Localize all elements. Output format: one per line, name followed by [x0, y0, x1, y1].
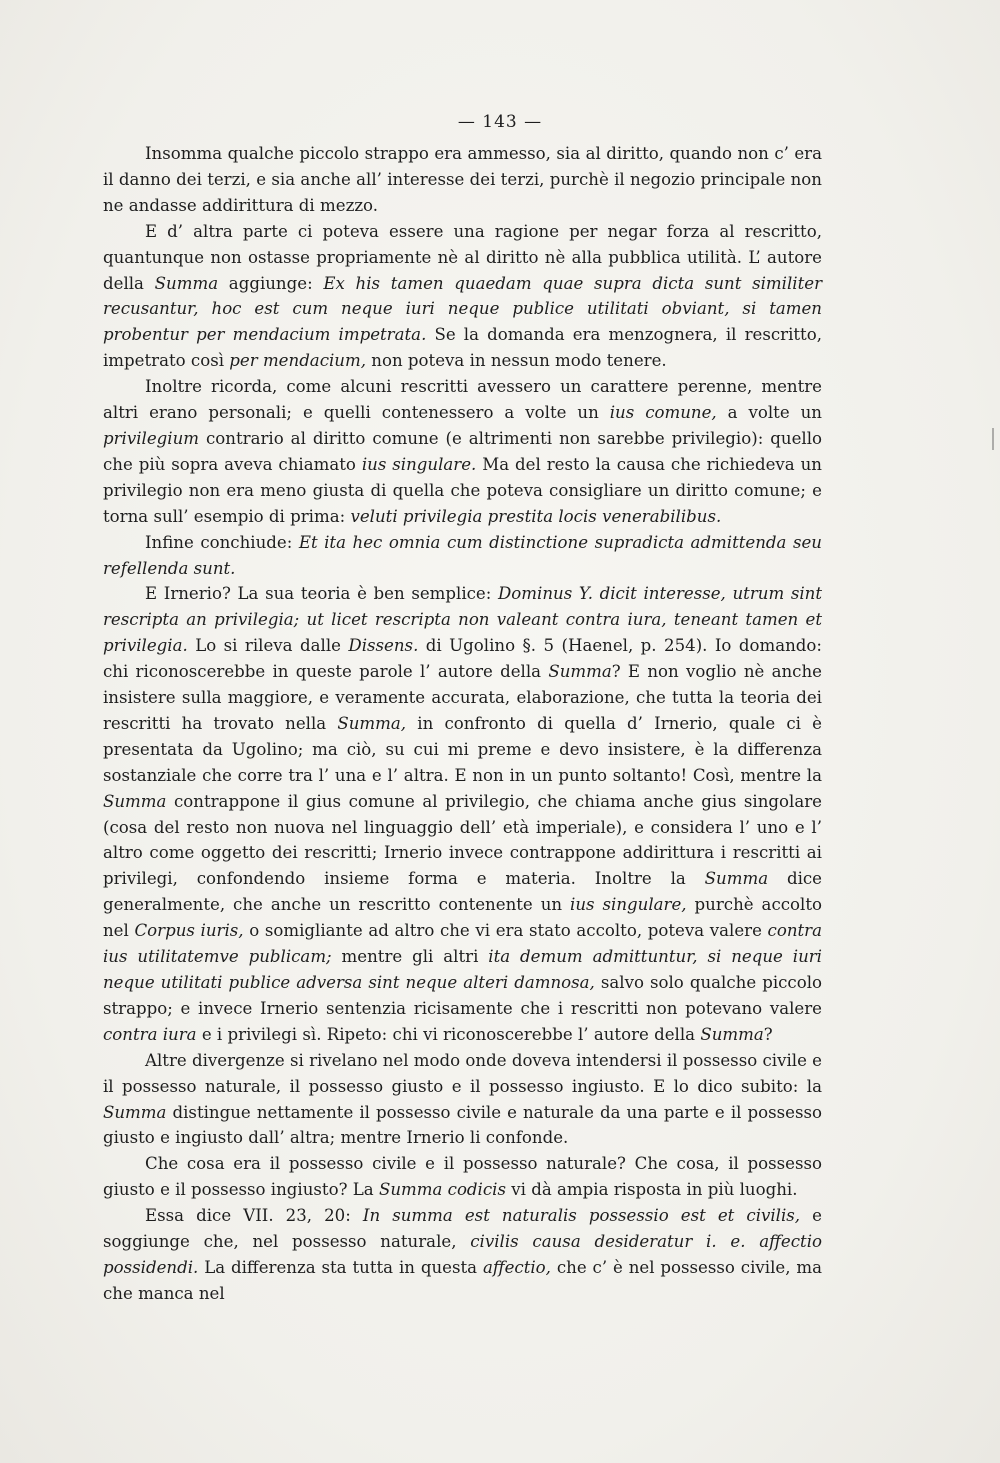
- italic-text-run: ita demum admittuntur, si neque iuri neque utilitati publice adversa sint neque alteri damnosa,: [103, 947, 822, 992]
- text-run: salvo solo qualche piccolo strappo; e invece Irnerio sentenzia ricisamente che i rescritti non potevano valere: [103, 973, 822, 1018]
- italic-text-run: Dominus Y. dicit interesse, utrum sint rescripta an privilegia; ut licet rescripta non valeant contra iura, teneant tamen et privilegia.: [103, 584, 822, 656]
- text-run: Infine conchiude:: [145, 532, 299, 552]
- text-run: Se la domanda era menzognera, il rescritto, impetrato così: [103, 325, 822, 371]
- paragraph: [103, 1048, 822, 1152]
- text-run: E d’ altra parte ci poteva essere una ragione per negar forza al rescritto, quantunque non ostasse propriamente nè al diritto nè alla pubblica utilità. L’ autore della: [103, 221, 822, 293]
- italic-text-run: civilis causa desideratur i. e. affectio possidendi.: [103, 1232, 822, 1277]
- italic-text-run: affectio,: [482, 1257, 551, 1277]
- text-run: Insomma qualche piccolo strappo era ammesso, sia al diritto, quando non c’ era il danno dei terzi, e sia anche all’ interesse dei terzi, purchè il negozio principale non ne andasse addirittura di mezzo.: [103, 144, 822, 215]
- text-run: Lo si rileva dalle: [187, 636, 349, 656]
- text-run: e soggiunge che, nel possesso naturale,: [103, 1206, 822, 1252]
- page-number: — 143 —: [457, 112, 543, 132]
- italic-text-run: Dissens.: [348, 636, 419, 656]
- text-run: mentre gli altri: [331, 947, 489, 967]
- paragraph: [103, 374, 822, 529]
- italic-text-run: Ex his tamen quaedam quae supra dicta sunt similiter recusantur, hoc est cum neque iuri neque publice utilitati obviant, si tamen probentur per mendacium impetrata.: [103, 273, 823, 345]
- text-run: distingue nettamente il possesso civile e naturale da una parte e il possesso giusto e ingiusto dall’ altra; mentre Irnerio li confonde.: [103, 1102, 822, 1148]
- italic-text-run: contra iura: [103, 1024, 197, 1044]
- text-run: vi dà ampia risposta in più luoghi.: [505, 1180, 798, 1200]
- text-run: contrario al diritto comune (e altrimenti non sarebbe privilegio): quello che più sopra aveva chiamato: [103, 428, 822, 474]
- italic-text-run: veluti privilegia prestita locis venerabilibus.: [350, 506, 722, 526]
- page-edge-mark: [992, 428, 994, 450]
- text-run: La differenza sta tutta in questa: [198, 1257, 483, 1277]
- italic-text-run: Summa,: [337, 713, 407, 733]
- text-run: ?: [763, 1024, 773, 1044]
- italic-text-run: Summa: [103, 1102, 167, 1122]
- text-run: a volte un: [716, 403, 822, 423]
- text-run: o somigliante ad altro che vi era stato accolto, poteva valere: [243, 921, 768, 941]
- text-run: Essa dice VII. 23, 20:: [145, 1206, 363, 1226]
- text-run: non poteva in nessun modo tenere.: [366, 351, 667, 371]
- italic-text-run: Summa: [548, 662, 612, 682]
- italic-text-run: In summa est naturalis possessio est et civilis,: [362, 1206, 801, 1226]
- paragraph: [103, 219, 822, 374]
- text-run: in confronto di quella d’ Irnerio, quale ci è presentata da Ugolino; ma ciò, su cui mi preme e devo insistere, è la differenza sostanziale che corre tra l’ una e l’ altra. E non in un punto soltanto! Così, mentre la: [103, 713, 822, 785]
- paragraph: [103, 141, 822, 219]
- italic-text-run: Summa: [704, 869, 769, 889]
- italic-text-run: ius comune,: [609, 403, 717, 423]
- text-run: Inoltre ricorda, come alcuni rescritti avessero un carattere perenne, mentre altri erano personali; e quelli contenessero a volte un: [103, 377, 822, 423]
- italic-text-run: Corpus iuris,: [134, 921, 244, 941]
- text-run: contrappone il gius comune al privilegio, che chiama anche gius singolare (cosa del resto non nuova nel linguaggio dell’ età imperiale), e considera l’ uno e l’ altro come oggetto dei rescritti; Irnerio invece contrappone addirittura i rescritti ai privilegi, confondendo insieme forma e materia. Inoltre la: [103, 791, 822, 889]
- italic-text-run: Et ita hec omnia cum distinctione supradicta admittenda seu refellenda sunt.: [103, 532, 822, 578]
- italic-text-run: Summa codicis: [378, 1180, 506, 1200]
- paragraph: [103, 581, 822, 1047]
- italic-text-run: ius singulare,: [570, 895, 687, 915]
- paragraph: [103, 1203, 822, 1307]
- text-run: che c’ è nel possesso civile, ma che manca nel: [103, 1257, 822, 1303]
- text-run: e i privilegi sì. Ripeto: chi vi riconoscerebbe l’ autore della: [196, 1024, 701, 1044]
- paragraph: [103, 1151, 822, 1203]
- text-run: di Ugolino §. 5 (Haenel, p. 254). Io domando: chi riconoscerebbe in queste parole l’ autore della: [103, 636, 822, 682]
- italic-text-run: per mendacium,: [229, 351, 367, 371]
- text-run: purchè accolto nel: [103, 895, 822, 941]
- italic-text-run: privilegium: [103, 428, 200, 448]
- italic-text-run: contra ius utilitatemve publicam;: [103, 921, 823, 967]
- text-run: ? E non voglio nè anche insistere sulla maggiore, e veramente accurata, elaborazione, che tutta la teoria dei rescritti ha trovato nella: [103, 662, 822, 733]
- body-text: [103, 141, 822, 1307]
- italic-text-run: ius singulare.: [361, 454, 477, 474]
- text-run: aggiunge:: [218, 273, 324, 293]
- italic-text-run: Summa: [154, 273, 219, 293]
- text-run: Che cosa era il possesso civile e il possesso naturale? Che cosa, il possesso giusto e il possesso ingiusto? La: [103, 1154, 822, 1200]
- italic-text-run: Summa: [700, 1024, 764, 1044]
- paragraph: [103, 530, 822, 582]
- text-run: dice generalmente, che anche un rescritto contenente un: [103, 869, 822, 915]
- text-run: Altre divergenze si rivelano nel modo onde doveva intendersi il possesso civile e il possesso naturale, il possesso giusto e il possesso ingiusto. E lo dico subito: la: [103, 1050, 822, 1096]
- text-run: Ma del resto la causa che richiedeva un privilegio non era meno giusta di quella che poteva consigliare un diritto comune; e torna sull’ esempio di prima:: [103, 454, 822, 526]
- italic-text-run: Summa: [103, 791, 167, 811]
- text-run: E Irnerio? La sua teoria è ben semplice:: [145, 584, 498, 604]
